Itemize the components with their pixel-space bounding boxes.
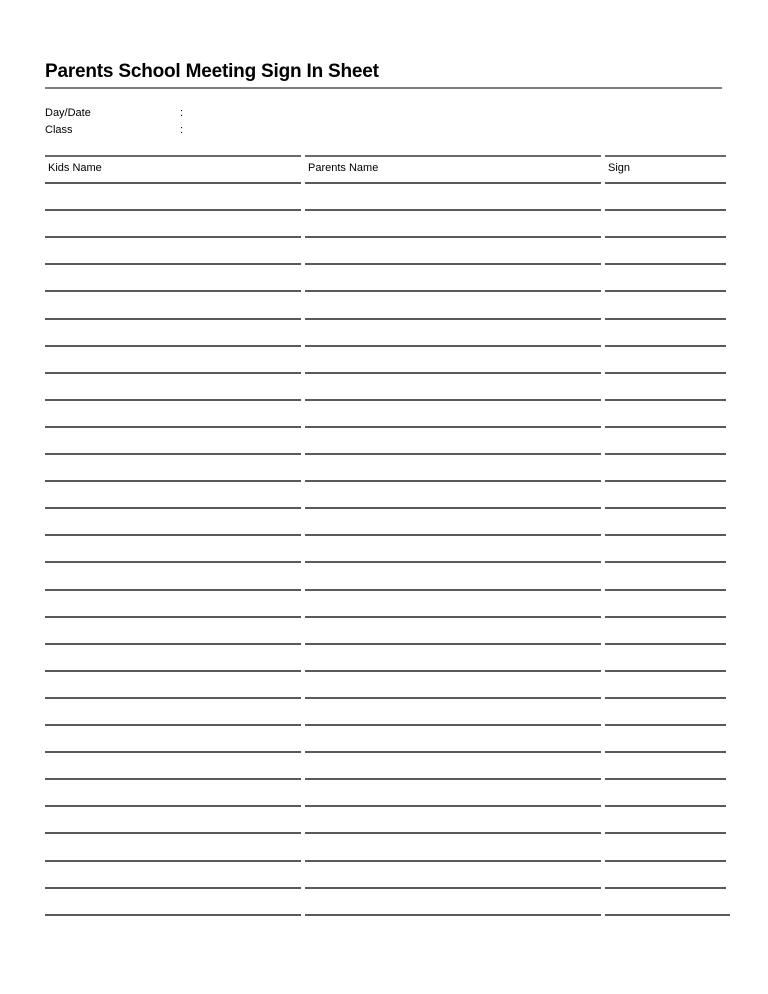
row-rule <box>605 290 726 292</box>
row-rule <box>305 914 601 916</box>
table-cell-kids-name[interactable] <box>45 536 301 561</box>
table-cell-kids-name[interactable] <box>45 618 301 643</box>
table-cell-kids-name[interactable] <box>45 238 301 263</box>
column-header-parents-name: Parents Name <box>308 162 379 174</box>
table-cell-sign[interactable] <box>605 862 726 887</box>
table-cell-kids-name[interactable] <box>45 889 301 914</box>
table-cell-parents-name[interactable] <box>305 889 601 914</box>
row-rule <box>605 914 730 916</box>
table-cell-kids-name[interactable] <box>45 645 301 670</box>
table-cell-parents-name[interactable] <box>305 293 601 318</box>
table-cell-kids-name[interactable] <box>45 591 301 616</box>
table-cell-sign[interactable] <box>605 265 726 290</box>
table-cell-parents-name[interactable] <box>305 536 601 561</box>
day-date-label: Day/Date <box>45 107 91 119</box>
row-rule <box>305 561 601 563</box>
table-cell-parents-name[interactable] <box>305 265 601 290</box>
table-cell-sign[interactable] <box>605 726 726 751</box>
table-cell-kids-name[interactable] <box>45 265 301 290</box>
row-rule <box>305 832 601 834</box>
table-cell-sign[interactable] <box>605 509 726 534</box>
table-cell-parents-name[interactable] <box>305 428 601 453</box>
table-cell-parents-name[interactable] <box>305 645 601 670</box>
table-cell-kids-name[interactable] <box>45 564 301 589</box>
table-cell-kids-name[interactable] <box>45 184 301 209</box>
table-cell-sign[interactable] <box>605 536 726 561</box>
table-cell-parents-name[interactable] <box>305 374 601 399</box>
table-cell-sign[interactable] <box>605 428 726 453</box>
table-cell-parents-name[interactable] <box>305 455 601 480</box>
table-cell-sign[interactable] <box>605 591 726 616</box>
table-cell-sign[interactable] <box>605 672 726 697</box>
table-cell-sign[interactable] <box>605 455 726 480</box>
table-cell-kids-name[interactable] <box>45 401 301 426</box>
row-rule <box>45 832 301 834</box>
table-cell-kids-name[interactable] <box>45 293 301 318</box>
table-cell-kids-name[interactable] <box>45 862 301 887</box>
table-cell-kids-name[interactable] <box>45 455 301 480</box>
title-divider <box>45 87 722 89</box>
day-date-separator: : <box>180 107 184 119</box>
table-cell-sign[interactable] <box>605 374 726 399</box>
table-cell-sign[interactable] <box>605 699 726 724</box>
table-cell-kids-name[interactable] <box>45 347 301 372</box>
table-cell-sign[interactable] <box>605 645 726 670</box>
table-cell-parents-name[interactable] <box>305 699 601 724</box>
table-cell-parents-name[interactable] <box>305 726 601 751</box>
table-cell-sign[interactable] <box>605 807 726 832</box>
day-date-value[interactable] <box>190 106 390 120</box>
table-cell-parents-name[interactable] <box>305 591 601 616</box>
table-cell-kids-name[interactable] <box>45 726 301 751</box>
table-cell-parents-name[interactable] <box>305 618 601 643</box>
table-cell-parents-name[interactable] <box>305 862 601 887</box>
table-cell-sign[interactable] <box>605 564 726 589</box>
table-cell-parents-name[interactable] <box>305 482 601 507</box>
table-cell-parents-name[interactable] <box>305 211 601 236</box>
row-rule <box>45 290 301 292</box>
class-value[interactable] <box>190 123 390 137</box>
table-cell-sign[interactable] <box>605 482 726 507</box>
table-cell-sign[interactable] <box>605 238 726 263</box>
table-cell-sign[interactable] <box>605 347 726 372</box>
row-rule <box>605 561 726 563</box>
table-cell-sign[interactable] <box>605 618 726 643</box>
table-cell-kids-name[interactable] <box>45 211 301 236</box>
table-cell-parents-name[interactable] <box>305 564 601 589</box>
table-cell-parents-name[interactable] <box>305 347 601 372</box>
table-cell-kids-name[interactable] <box>45 807 301 832</box>
table-cell-sign[interactable] <box>605 211 726 236</box>
row-rule <box>605 832 726 834</box>
table-cell-sign[interactable] <box>605 401 726 426</box>
table-cell-kids-name[interactable] <box>45 780 301 805</box>
table-cell-parents-name[interactable] <box>305 780 601 805</box>
row-rule <box>45 561 301 563</box>
header-top-rule <box>305 155 601 157</box>
table-cell-kids-name[interactable] <box>45 482 301 507</box>
table-cell-sign[interactable] <box>605 320 726 345</box>
table-cell-sign[interactable] <box>605 780 726 805</box>
table-cell-parents-name[interactable] <box>305 184 601 209</box>
table-cell-parents-name[interactable] <box>305 672 601 697</box>
table-cell-sign[interactable] <box>605 293 726 318</box>
table-cell-parents-name[interactable] <box>305 238 601 263</box>
page-title: Parents School Meeting Sign In Sheet <box>45 61 379 82</box>
table-cell-sign[interactable] <box>605 889 726 914</box>
table-cell-parents-name[interactable] <box>305 401 601 426</box>
table-cell-kids-name[interactable] <box>45 509 301 534</box>
class-label: Class <box>45 124 73 136</box>
table-cell-sign[interactable] <box>605 184 726 209</box>
table-cell-parents-name[interactable] <box>305 753 601 778</box>
table-cell-kids-name[interactable] <box>45 672 301 697</box>
table-cell-parents-name[interactable] <box>305 835 601 860</box>
table-cell-parents-name[interactable] <box>305 509 601 534</box>
column-header-sign: Sign <box>608 162 631 174</box>
table-cell-kids-name[interactable] <box>45 428 301 453</box>
table-cell-parents-name[interactable] <box>305 320 601 345</box>
column-header-kids-name: Kids Name <box>48 162 102 174</box>
table-cell-kids-name[interactable] <box>45 699 301 724</box>
table-cell-sign[interactable] <box>605 835 726 860</box>
class-separator: : <box>180 124 184 136</box>
row-rule <box>305 290 601 292</box>
table-cell-kids-name[interactable] <box>45 320 301 345</box>
table-cell-kids-name[interactable] <box>45 374 301 399</box>
row-rule <box>45 914 301 916</box>
table-cell-kids-name[interactable] <box>45 753 301 778</box>
table-cell-kids-name[interactable] <box>45 835 301 860</box>
header-top-rule <box>45 155 301 157</box>
header-top-rule <box>605 155 726 157</box>
table-cell-sign[interactable] <box>605 753 726 778</box>
table-cell-parents-name[interactable] <box>305 807 601 832</box>
